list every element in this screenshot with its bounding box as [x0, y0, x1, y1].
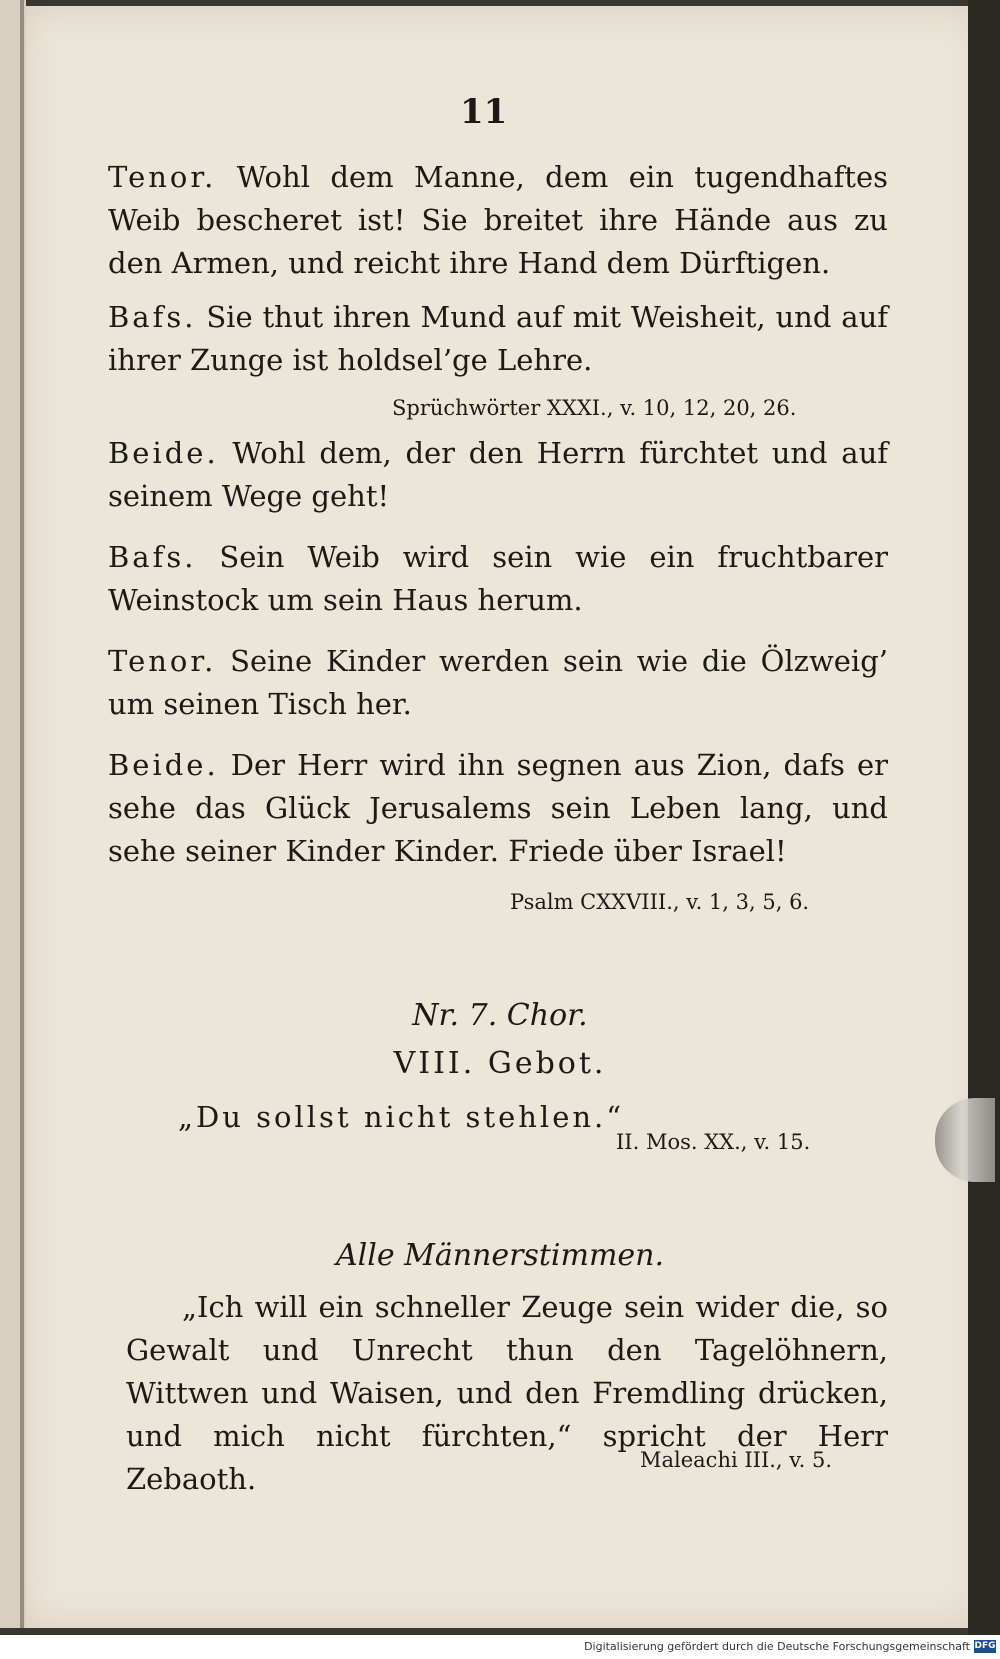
verse-text: „Ich will ein schneller Zeuge sein wider die, so Gewalt und Unrecht thun den Tagelöhnern, Wittwen und Waisen, und den Fremdling drücken, und mich nicht fürchten,“ spricht der Herr Zebaoth.	[126, 1290, 888, 1496]
paragraph-text: Wohl dem, der den Herrn fürchtet und auf seinem Wege geht!	[108, 436, 888, 513]
dfg-logo: DFG	[974, 1641, 996, 1651]
paragraph-text: Seine Kinder werden sein wie die Ölzweig’ um seinen Tisch her.	[108, 644, 888, 721]
speaker-label: Tenor.	[108, 160, 217, 194]
reference-psalm: Psalm CXXVIII., v. 1, 3, 5, 6.	[510, 890, 810, 914]
speaker-label: Bafs.	[108, 540, 197, 574]
voices-label: Alle Männerstimmen.	[335, 1238, 665, 1273]
speaker-label: Bafs.	[108, 300, 197, 334]
footer-credit: Digitalisierung gefördert durch die Deutsche Forschungsgemeinschaft	[584, 1640, 970, 1653]
page-number: 11	[460, 92, 508, 132]
page-edge-right	[968, 0, 1000, 1635]
speaker-label: Tenor.	[108, 644, 217, 678]
reference-proverbs: Sprüchwörter XXXI., v. 10, 12, 20, 26.	[392, 396, 797, 420]
paragraph-both-1	[108, 432, 888, 518]
paragraph-text: Sie thut ihren Mund auf mit Weisheit, und auf ihrer Zunge ist holdsel’ge Lehre.	[108, 300, 888, 377]
binding-edge	[20, 0, 24, 1628]
commandment-quote: „Du sollst nicht stehlen.“	[178, 1100, 625, 1134]
paragraph-tenor-2	[108, 640, 888, 726]
section-heading: Nr. 7. Chor.	[412, 998, 588, 1033]
paragraph-text: Der Herr wird ihn segnen aus Zion, dafs er sehe das Glück Jerusalems sein Leben lang, und sehe seiner Kinder Kinder. Friede über Israel!	[108, 748, 889, 868]
paragraph-text: Sein Weib wird sein wie ein fruchtbarer Weinstock um sein Haus herum.	[108, 540, 888, 617]
reference-malachi: Maleachi III., v. 5.	[640, 1448, 833, 1472]
paragraph-tenor-1	[108, 156, 888, 285]
paragraph-bass-2	[108, 536, 888, 622]
speaker-label: Beide.	[108, 748, 219, 782]
paragraph-bass-1	[108, 296, 888, 382]
paragraph-both-2	[108, 744, 888, 873]
commandment-title: VIII. Gebot.	[393, 1046, 607, 1081]
reference-exodus: II. Mos. XX., v. 15.	[616, 1130, 811, 1154]
paragraph-text: Wohl dem Manne, dem ein tugendhaftes Weib bescheret ist! Sie breitet ihre Hände aus zu den Armen, und reicht ihre Hand dem Dürftigen.	[108, 160, 889, 280]
speaker-label: Beide.	[108, 436, 219, 470]
